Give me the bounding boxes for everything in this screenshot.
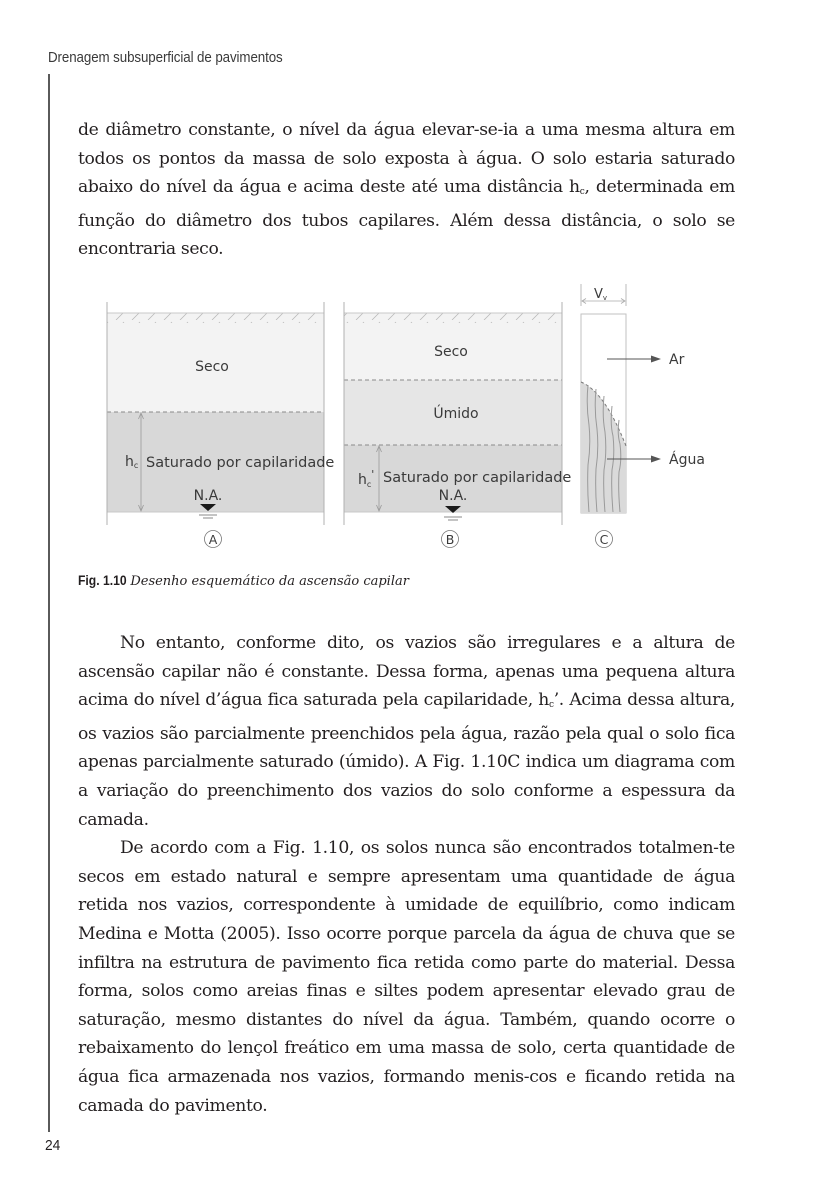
ground-hatch [107, 313, 324, 323]
paragraph-text: No entanto, conforme dito, os vazios são irregulares e a altura de ascensão capilar não é constante. Dessa forma, apenas uma pequena altura acima do nível d’água fica saturada pela capilaridade, h [78, 633, 735, 711]
label-vv: Vv [594, 287, 608, 302]
panel-label-c: C [599, 532, 609, 547]
paragraph-bottom [78, 629, 735, 1120]
page-number: 24 [45, 1137, 61, 1154]
panel-b [344, 302, 571, 548]
panel-label-a: A [208, 532, 218, 547]
panel-c [581, 284, 705, 548]
label-water-level: N.A. [438, 488, 468, 504]
label-dry: Seco [195, 359, 229, 375]
label-air: Ar [669, 352, 685, 368]
label-water-level: N.A. [193, 488, 223, 504]
paragraph-2: De acordo com a Fig. 1.10, os solos nunca são encontrados totalmen-te secos em estado natural e sempre apresentam uma quantidade de água retida nos vazios, correspondente à umidade de equilíbrio, como indicam Medina e Motta (2005). Isso ocorre porque parcela da água de chuva que se infiltra na estrutura de pavimento fica retida como parte do material. Dessa forma, solos como areias finas e siltes podem apresentar elevado grau de saturação, mesmo distantes do nível da água. Também, quando ocorre o rebaixamento do lençol freático em uma massa de solo, certa quantidade de água fica armazenada nos vazios, formando menis-cos e ficando retida na camada do pavimento. [78, 838, 735, 1116]
running-head: Drenagem subsuperficial de pavimentos [48, 50, 283, 66]
panel-label-b: B [445, 532, 455, 547]
margin-rule [48, 74, 50, 1132]
figure-caption [78, 573, 409, 589]
paragraph-text: ’. Acima dessa altura, os vazios são parcialmente preenchidos pela água, razão pela qual o solo fica apenas parcialmente saturado (úmido). A Fig. 1.10C indica um diagrama com a variação do preenchimento dos vazios do solo conforme a espessura da camada. [78, 690, 736, 830]
subscript: c [548, 700, 554, 711]
caption-label: Fig. 1.10 [78, 573, 127, 588]
label-dry: Seco [434, 344, 468, 360]
paragraph-1 [78, 629, 735, 834]
label-moist: Úmido [433, 406, 479, 422]
panel-a [107, 302, 334, 548]
ground-hatch [344, 313, 562, 323]
caption-title: Desenho esquemático da ascensão capilar [130, 574, 409, 589]
label-hc: hc [125, 454, 139, 470]
paragraph-text: de diâmetro constante, o nível da água elevar-se-ia a uma mesma altura em todos os pontos da massa de solo exposta à água. O solo estaria saturado abaixo do nível da água e acima deste até uma distância h [78, 120, 735, 198]
label-saturated: Saturado por capilaridade [146, 455, 335, 471]
subscript: c [579, 187, 585, 198]
paragraph-top [78, 116, 735, 264]
label-hc-prime: $h_c'$ [358, 468, 375, 489]
figure-capillary-rise [100, 278, 740, 558]
paragraph-text: , determinada em função do diâmetro dos tubos capilares. Além dessa distância, o solo se encontraria seco. [78, 177, 736, 260]
label-saturated: Saturado por capilaridade [383, 470, 572, 486]
label-water: Água [669, 452, 705, 468]
